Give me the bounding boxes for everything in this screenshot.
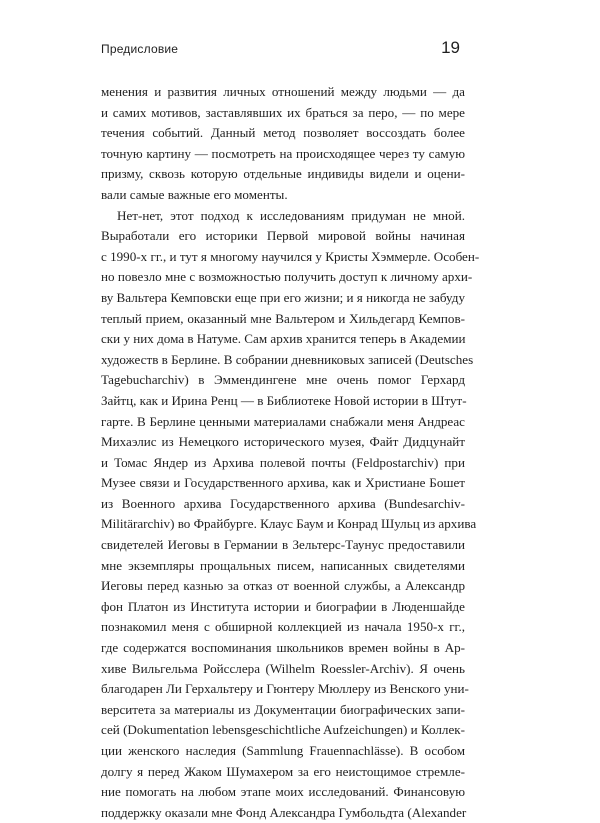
- text-line: ву Вальтера Кемповски еще при его жизни; и я никогда не забуду: [101, 289, 465, 305]
- text-line: и Томас Яндер из Архива полевой почты (Feldpostarchiv) при: [101, 454, 465, 470]
- text-line: но повезло мне с возможностью получить доступ к личному архи-: [101, 269, 473, 285]
- text-line: сей (Dokumentation lebensgeschichtliche Aufzeichungen) и Коллек-: [101, 722, 466, 738]
- text-line: фон Платон из Института истории и биографии в Люденшайде: [101, 598, 465, 614]
- text-line: вали самые важные его моменты.: [101, 186, 288, 202]
- text-line: свидетелей Иеговы в Германии в Зельтерс-Таунус предоставили: [101, 537, 465, 553]
- text-line: ски у них дома в Натуме. Сам архив хранится теперь в Академии: [101, 331, 466, 347]
- page-number: 19: [441, 38, 460, 57]
- text-line: Иеговы перед казнью за отказ от военной службы, а Александр: [101, 578, 465, 594]
- text-line: поддержку оказали мне Фонд Александра Гумбольдта (Alexander: [101, 804, 467, 820]
- text-line: Нет-нет, этот подход к исследованиям придуман не мной.: [117, 207, 465, 223]
- text-line: гарте. В Берлине ценными материалами снабжали меня Андреас: [101, 413, 465, 429]
- text-line: ние помогать на любом этапе моих исследований. Финансовую: [101, 784, 465, 800]
- text-line: Militärarchiv) во Фрайбурге. Клаус Баум и Конрад Шульц из архива: [101, 516, 477, 532]
- section-title: Предисловие: [101, 42, 179, 56]
- text-line: художеств в Берлине. В собрании дневниковых записей (Deutsches: [101, 351, 474, 367]
- text-line: познакомил меня с обширной коллекцией из начала 1950-х гг.,: [101, 619, 465, 635]
- text-line: из Военного архива Государственного архива (Bundesarchiv-: [101, 495, 465, 511]
- text-line: мне экземпляры прощальных писем, написанных свидетелями: [101, 557, 465, 573]
- text-line: где содержатся воспоминания школьников времен войны в Ар-: [101, 640, 465, 656]
- text-line: точную картину — посмотреть на происходящее через ту самую: [101, 145, 465, 161]
- body-text: [101, 82, 480, 823]
- text-line: и самих мотивов, заставлявших их браться за перо, — по мере: [101, 104, 465, 120]
- text-line: хиве Вильгельма Ройсслера (Wilhelm Roessler-Archiv). Я очень: [101, 660, 465, 676]
- text-line: верситета за материалы из Документации биографических запи-: [101, 701, 465, 717]
- text-line: Зайтц, как и Ирина Ренц — в Библиотеке Новой истории в Штут-: [101, 392, 467, 408]
- text-line: Tagebucharchiv) в Эммендингене мне очень помог Герхард: [101, 372, 465, 388]
- text-line: Михаэлис из Немецкого исторического музея, Файт Дидцунайт: [101, 434, 465, 450]
- text-line: призму, сквозь которую отдельные индивиды видели и оцени-: [101, 166, 465, 182]
- text-line: с 1990-х гг., и тут я многому научился у Кристы Хэммерле. Особен-: [101, 248, 480, 264]
- text-line: долгу я перед Жаком Шумахером за его неистощимое стремле-: [101, 763, 465, 779]
- text-line: теплый прием, оказанный мне Вальтером и Хильдегард Кемпов-: [101, 310, 465, 326]
- text-line: менения и развития личных отношений между людьми — да: [101, 84, 465, 99]
- text-line: течения событий. Данный метод позволяет воссоздать более: [101, 125, 465, 141]
- text-line: Музее связи и Государственного архива, как и Христиане Бошет: [101, 475, 465, 491]
- text-line: ции женского наследия (Sammlung Frauennachlässe). В особом: [101, 743, 465, 758]
- text-line: благодарен Ли Герхальтеру и Гюнтеру Мюллеру из Венского уни-: [101, 681, 469, 697]
- running-head: [101, 38, 460, 62]
- text-line: Выработали его историки Первой мировой войны начиная: [101, 228, 465, 244]
